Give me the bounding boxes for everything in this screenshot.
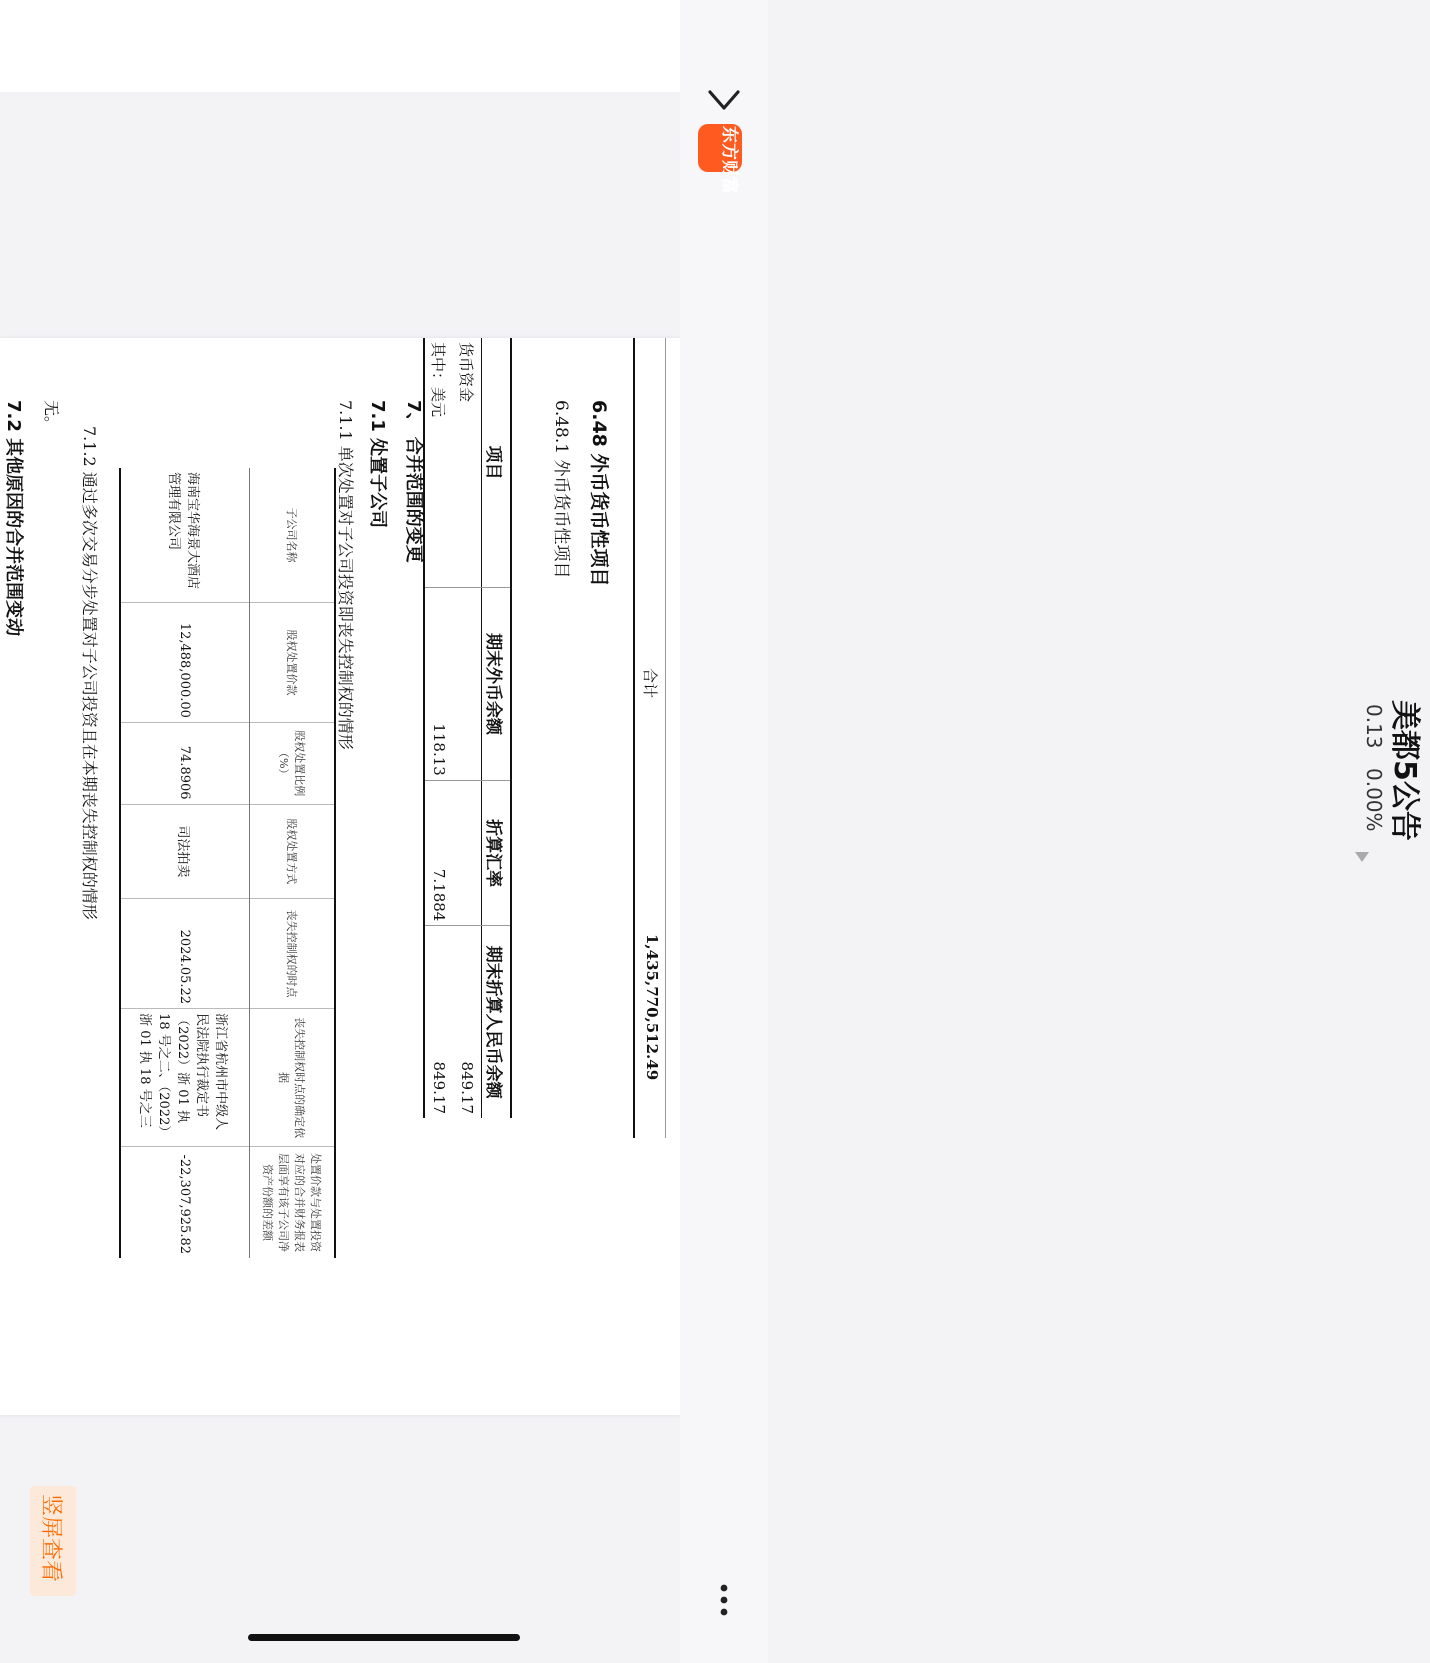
section-7: 7、 合并范围的变更 bbox=[403, 400, 424, 563]
cell: 其中：美元 bbox=[429, 342, 448, 418]
stock-title: 美都5公告 bbox=[1387, 700, 1422, 841]
more-menu-button[interactable] bbox=[680, 1580, 768, 1620]
stock-price: 0.13 bbox=[1362, 704, 1386, 749]
cell: -22,307,925.82 bbox=[120, 1147, 250, 1258]
col-disposal-price: 股权处置价款 bbox=[250, 603, 336, 723]
dropdown-triangle-icon[interactable] bbox=[1355, 852, 1369, 862]
table-header-row bbox=[482, 338, 512, 1118]
top-blank-area bbox=[0, 0, 680, 92]
stock-change: 0.00% bbox=[1362, 768, 1386, 832]
col-fx-balance: 期末外币余额 bbox=[482, 588, 512, 781]
col-difference: 处置价款与处置投资对应的合并财务报表层面享有该子公司净资产份额的差额 bbox=[250, 1147, 336, 1258]
home-indicator bbox=[248, 1634, 520, 1641]
cell: 12,488,000.00 bbox=[120, 603, 250, 723]
cell bbox=[453, 780, 482, 926]
table-row bbox=[120, 468, 250, 1258]
col-item: 项目 bbox=[483, 445, 504, 480]
section-7-1: 7.1 处置子公司 bbox=[367, 400, 388, 529]
total-label: 合计 bbox=[641, 668, 659, 699]
fx-monetary-table bbox=[423, 338, 512, 1118]
portrait-view-button[interactable] bbox=[30, 1486, 76, 1596]
table-row bbox=[424, 338, 453, 1118]
section-7-1-2: 7.1.2 通过多次交易分步处置对子公司投资且在本期丧失控制权的情形 bbox=[80, 426, 99, 920]
section-7-2: 7.2 其他原因的合并范围变动 bbox=[3, 400, 24, 637]
col-subsidiary-name: 子公司名称 bbox=[250, 468, 336, 603]
col-rmb-balance: 期末折算人民币余额 bbox=[482, 926, 512, 1118]
col-disposal-ratio: 股权处置比例（%） bbox=[250, 722, 336, 804]
cell: 货币资金 bbox=[457, 342, 476, 403]
cell: 118.13 bbox=[424, 588, 453, 781]
table-row bbox=[453, 338, 482, 1118]
header-bar bbox=[680, 0, 1422, 1663]
subsidiary-disposal-table bbox=[119, 468, 336, 1258]
document-content bbox=[0, 338, 680, 1415]
logo-text: 东方财富 bbox=[719, 126, 739, 194]
cell: 849.17 bbox=[424, 926, 453, 1118]
cell: 司法拍卖 bbox=[120, 804, 250, 899]
back-button[interactable] bbox=[680, 78, 768, 126]
col-loss-control-date: 丧失控制权的时点 bbox=[250, 899, 336, 1009]
cell: 浙江省杭州市中级人民法院执行裁定书（2022）浙 01 执 18 号之二、（2022）浙 01 执 18 号之三 bbox=[120, 1009, 250, 1147]
none-text: 无。 bbox=[42, 400, 61, 433]
cell: 849.17 bbox=[453, 926, 482, 1118]
total-row bbox=[633, 338, 666, 1138]
portrait-view-label: 竖屏查看 bbox=[38, 1494, 63, 1583]
cell: 海南宝华海景大酒店管理有限公司 bbox=[166, 472, 200, 590]
section-7-1-1: 7.1.1 单次处置对子公司投资即丧失控制权的情形 bbox=[336, 400, 355, 750]
cell: 74.8906 bbox=[120, 722, 250, 804]
cell: 7.1884 bbox=[424, 780, 453, 926]
section-6-48: 6.48 外币货币性项目 bbox=[588, 400, 610, 587]
col-basis: 丧失控制权时点的确定依据 bbox=[250, 1009, 336, 1147]
total-value: 1,435,770,512.49 bbox=[643, 934, 661, 1081]
section-6-48-1: 6.48.1 外币货币性项目 bbox=[551, 400, 571, 579]
table-header-row bbox=[250, 468, 336, 1258]
cell bbox=[453, 588, 482, 781]
col-rate: 折算汇率 bbox=[482, 780, 512, 926]
eastmoney-logo bbox=[698, 124, 742, 194]
cell: 2024.05.22 bbox=[120, 899, 250, 1009]
chevron-back-icon bbox=[680, 78, 768, 126]
col-disposal-method: 股权处置方式 bbox=[250, 804, 336, 899]
more-vertical-icon bbox=[680, 1580, 768, 1620]
